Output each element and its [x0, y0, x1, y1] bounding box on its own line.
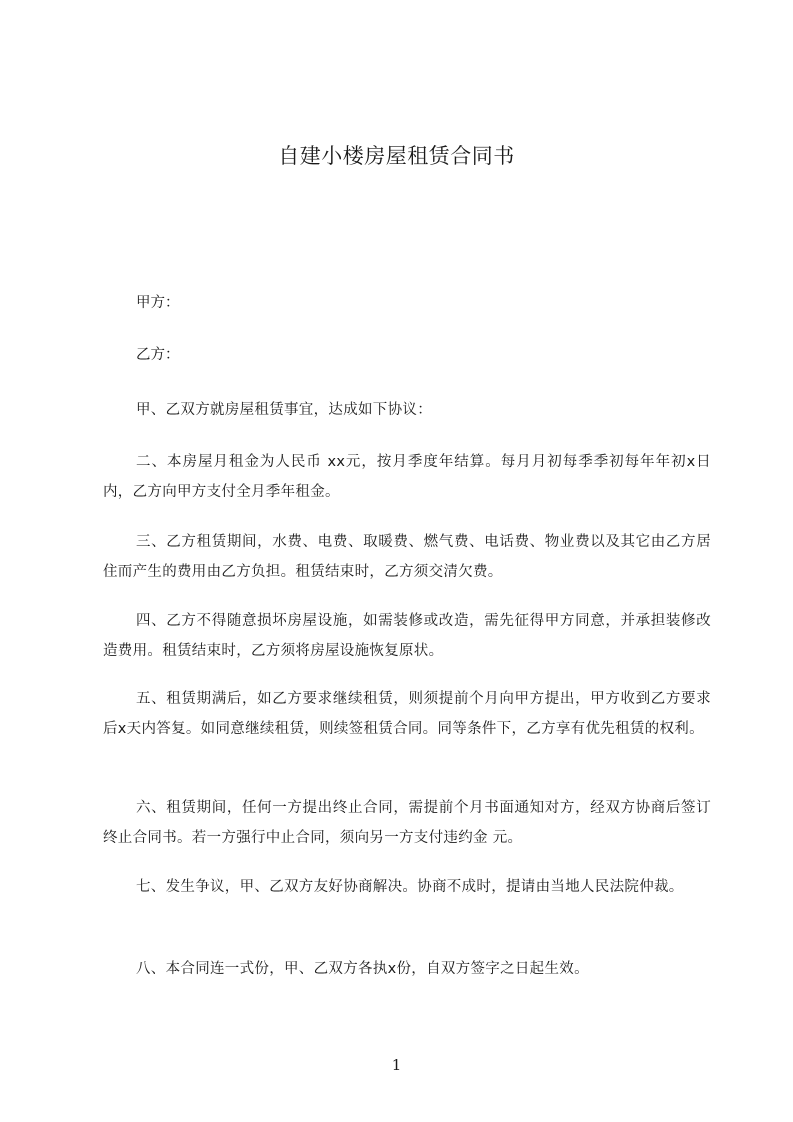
- clause-5: 五、租赁期满后，如乙方要求继续租赁，则须提前个月向甲方提出，甲方收到乙方要求后x天内答复。如同意继续租赁，则续签租赁合同。同等条件下，乙方享有优先租赁的权利。: [103, 691, 711, 737]
- clause-8: 八、本合同连一式份，甲、乙双方各执x份，自双方签字之日起生效。: [136, 961, 589, 977]
- clause-2: 二、本房屋月租金为人民币 xx元，按月季度年结算。每月月初每季季初每年年初x日内，乙方向甲方支付全月季年租金。: [103, 454, 711, 500]
- party-a-label: 甲方：: [136, 295, 180, 311]
- party-b-label: 乙方：: [136, 347, 180, 363]
- clause-6: 六、租赁期间，任何一方提出终止合同，需提前个月书面通知对方，经双方协商后签订终止合同书。若一方强行中止合同，须向另一方支付违约金 元。: [103, 800, 711, 846]
- intro-paragraph: 甲、乙双方就房屋租赁事宜，达成如下协议：: [136, 402, 432, 418]
- clause-7: 七、发生争议，甲、乙双方友好协商解决。协商不成时，提请由当地人民法院仲裁。: [136, 879, 684, 895]
- clause-3: 三、乙方租赁期间，水费、电费、取暖费、燃气费、电话费、物业费以及其它由乙方居住而产生的费用由乙方负担。租赁结束时，乙方须交清欠费。: [103, 534, 711, 580]
- document-title: 自建小楼房屋租赁合同书: [278, 144, 515, 168]
- clause-4: 四、乙方不得随意损坏房屋设施，如需装修或改造，需先征得甲方同意，并承担装修改造费用。租赁结束时，乙方须将房屋设施恢复原状。: [103, 613, 711, 659]
- page-number: 1: [391, 1056, 402, 1074]
